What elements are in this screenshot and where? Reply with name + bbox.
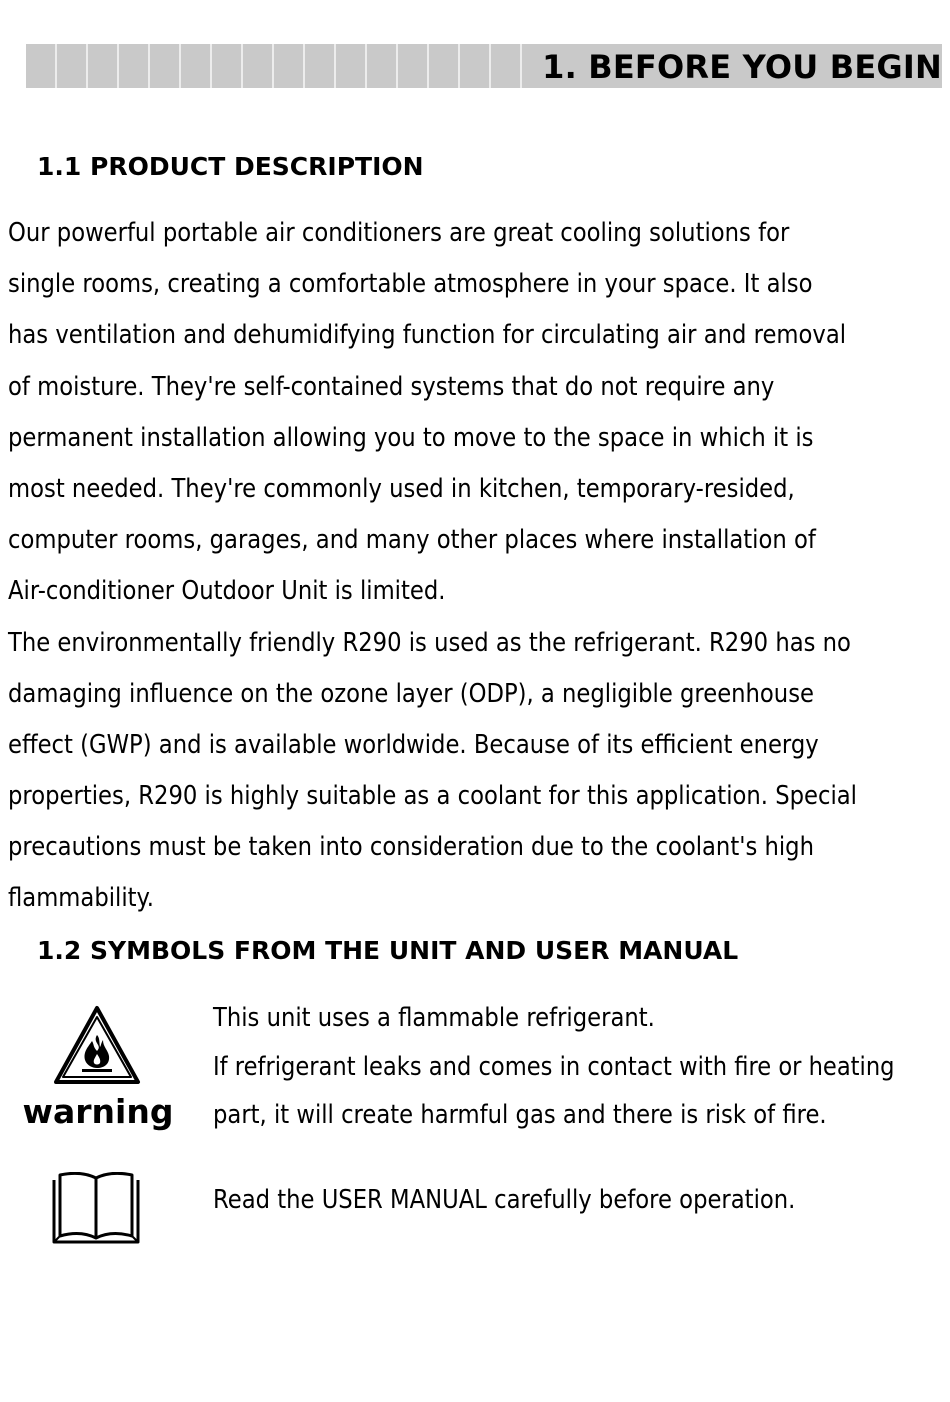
product-description-text <box>8 208 946 925</box>
flammable-text-line: This unit uses a flammable refrigerant. <box>213 1003 655 1033</box>
description-line: single rooms, creating a comfortable atmosphere in your space. It also <box>8 269 813 300</box>
description-line: most needed. They're commonly used in kitchen, temporary-resided, <box>8 473 795 504</box>
description-line: computer rooms, garages, and many other places where installation of <box>8 525 816 556</box>
description-line: of moisture. They're self-contained systems that do not require any <box>8 371 775 402</box>
flammable-text-line: part, it will create harmful gas and there is risk of fire. <box>213 1100 827 1130</box>
description-line: permanent installation allowing you to move to the space in which it is <box>8 422 814 453</box>
flammable-text-line: If refrigerant leaks and comes in contact with fire or heating <box>213 1052 895 1082</box>
description-line: properties, R290 is highly suitable as a coolant for this application. Special <box>8 781 857 812</box>
description-line: Our powerful portable air conditioners are great cooling solutions for <box>8 218 790 248</box>
description-line: has ventilation and dehumidifying function for circulating air and removal <box>8 320 847 351</box>
warning-label: warning <box>22 1092 174 1131</box>
description-line: effect (GWP) and is available worldwide. Because of its efficient energy <box>8 729 819 760</box>
section-heading-product-description: 1.1 PRODUCT DESCRIPTION <box>37 152 424 181</box>
manual-text: Read the USER MANUAL carefully before operation. <box>213 1185 796 1215</box>
section-heading-symbols: 1.2 SYMBOLS FROM THE UNIT AND USER MANUAL <box>37 936 739 965</box>
description-line: The environmentally friendly R290 is used as the refrigerant. R290 has no <box>8 627 851 658</box>
flammable-warning-icon <box>53 1004 141 1086</box>
chapter-title: 1. BEFORE YOU BEGIN <box>538 44 942 88</box>
chapter-header-bar <box>26 44 942 88</box>
description-line: damaging influence on the ozone layer (ODP), a negligible greenhouse <box>8 678 814 709</box>
user-manual-icon <box>50 1172 142 1246</box>
description-line: Air-conditioner Outdoor Unit is limited. <box>8 576 446 607</box>
description-line: precautions must be taken into consideration due to the coolant's high <box>8 832 814 863</box>
description-line: flammability. <box>8 883 154 914</box>
